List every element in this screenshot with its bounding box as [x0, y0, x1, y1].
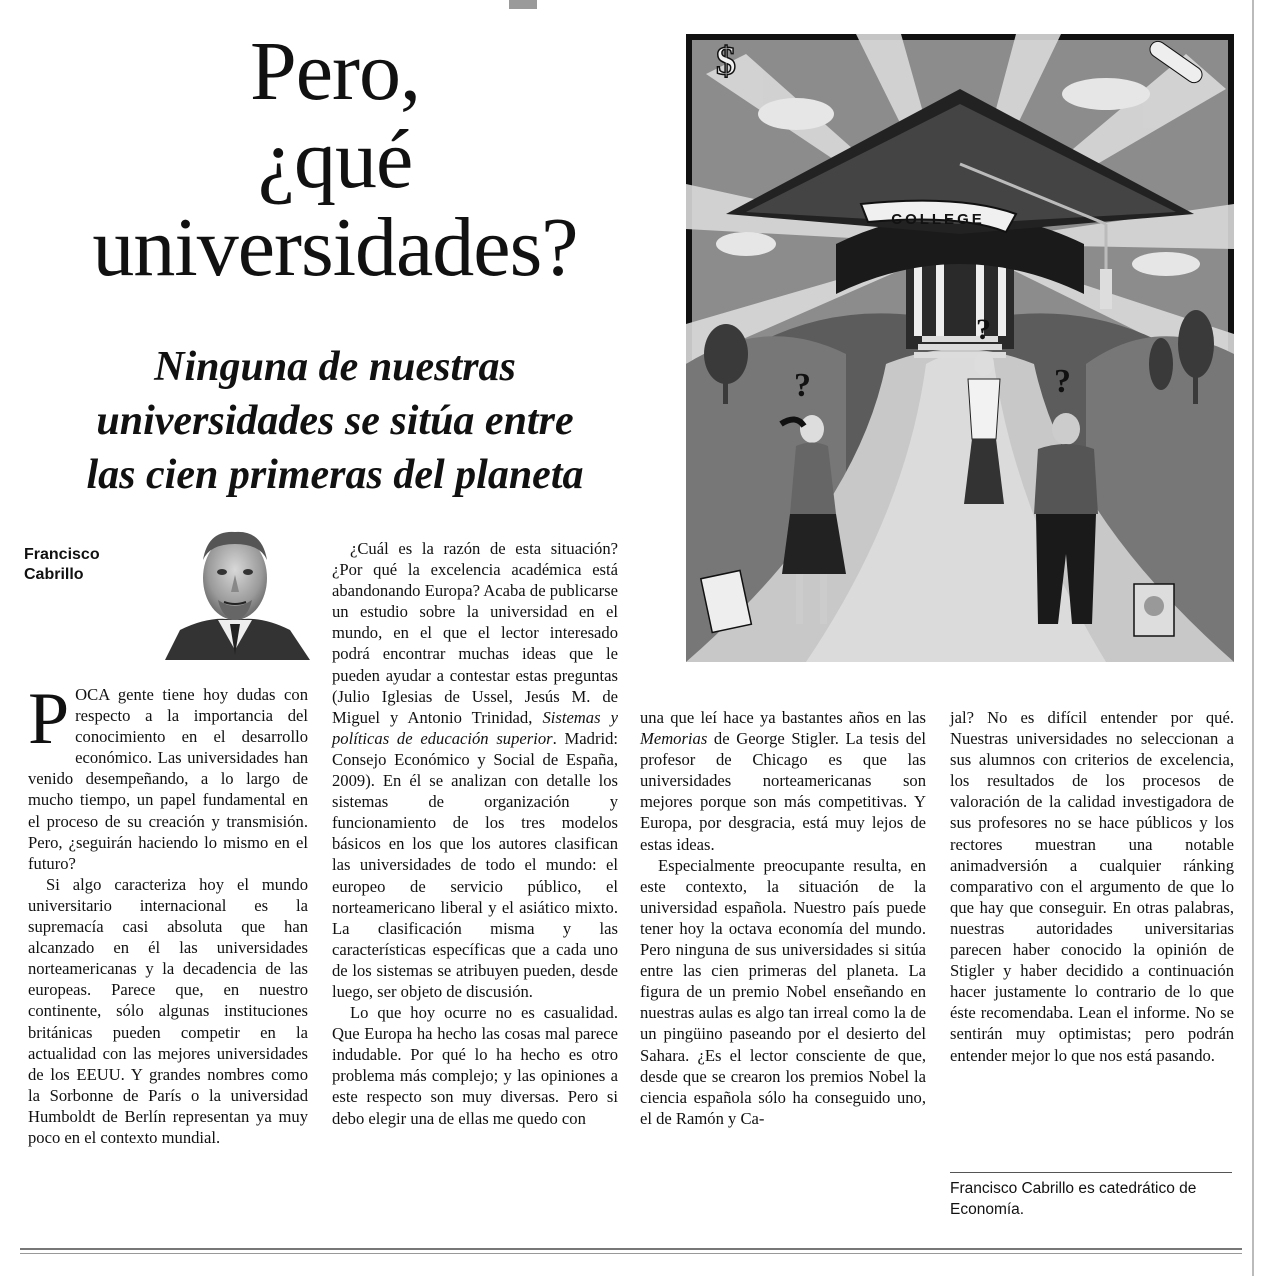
college-illustration — [686, 34, 1234, 662]
right-edge-rule — [1252, 0, 1254, 1276]
column-4 — [950, 707, 1234, 1066]
question-mark-right: ? — [1054, 363, 1071, 400]
author-last-name: Cabrillo — [24, 566, 84, 583]
author-note: Francisco Cabrillo es catedrático de Economía. — [950, 1180, 1197, 1218]
subtitle — [30, 340, 640, 502]
top-marker — [509, 0, 537, 9]
author-byline — [24, 545, 164, 585]
column-2 — [332, 538, 618, 1129]
svg-text:$: $ — [716, 38, 736, 83]
col2-paragraph-2: Lo que hoy ocurre no es casualidad. Que Europa ha hecho las cosas mal parece indudable. Por qué lo ha hecho es otro problema más complejo; y las opiniones a este respecto son muy diversas. Pero si debo elegir una de ellas me quedo con — [332, 1003, 618, 1128]
bottom-rule-thin — [20, 1253, 1242, 1254]
col1-paragraph-2: Si algo caracteriza hoy el mundo universitario internacional es la supremacía casi absoluta que han alcanzado en él las universidades norteamericanas y la decadencia de las europeas. Parece que, en nuestro continente, sólo algunas instituciones británicas pueden competir en la actualidad con las mejores universidades de los EEUU. Y grandes nombres como la Sorbonne de París o la universidad Humboldt de Berlín representan ya muy poco en el contexto mundial. — [28, 874, 308, 1147]
col1-paragraph-1: POCA gente tiene hoy dudas con respecto a la importancia del conocimiento en el desarrollo económico. Las universidades han venido desempeñando, a lo largo de mucho tiempo, un papel fundamental en el proceso de su creación y transmisión. Pero, ¿seguirán haciendo lo mismo en el futuro? — [28, 678, 308, 873]
book-title: Sistemas y políticas de educación superior — [332, 707, 618, 748]
question-mark-middle: ? — [976, 313, 991, 346]
headline-line-1: Pero, — [250, 25, 420, 118]
subtitle-line-2: universidades se sitúa entre — [96, 398, 574, 444]
bottom-rule — [20, 1248, 1242, 1250]
subtitle-line-1: Ninguna de nuestras — [154, 344, 516, 390]
col3-paragraph-1: una que leí hace ya bastantes años en las Memorias de George Stigler. La tesis del profesor de Chicago es que las universidades norteamericanas son mejores porque son más competitivas. Y Europa, por desgracia, está muy lejos de estas ideas. — [640, 708, 926, 854]
book-icon — [1134, 584, 1174, 636]
drop-cap: P — [28, 678, 70, 760]
column-3 — [640, 707, 926, 1129]
banner-text: COLLEGE — [891, 211, 985, 228]
subtitle-line-3: las cien primeras del planeta — [86, 452, 584, 498]
author-first-name: Francisco — [24, 546, 100, 563]
column-1 — [28, 678, 308, 1148]
memoirs-title: Memorias — [640, 729, 708, 749]
col4-paragraph-1: jal? No es difícil entender por qué. Nuestras universidades no seleccionan a sus alumnos con criterios de excelencia, los resultados de los procesos de valoración de la calidad investigadora de sus profesores no se hace públicos y los rectores muestran una notable animadversión a cualquier ránking comparativo con el argumento de que lo que hay que conseguir. En otras palabras, nuestras autoridades universitarias parecen haber conocido la opinión de Stigler y haber decidido a continuación hacer justamente lo contrario de lo que éste recomendaba. Lean el informe. No se sentirán muy optimistas; pero podrán entender mejor lo que nos está pasando. — [950, 708, 1234, 1065]
headline-line-3: universidades? — [92, 201, 578, 294]
question-mark-left: ? — [794, 367, 811, 404]
headline — [30, 25, 640, 294]
col2-paragraph-1: ¿Cuál es la razón de esta situación? ¿Por qué la excelencia académica está abandonando Europa? Acaba de publicarse un estudio sobre la universidad en el mundo, en el que el lector interesado podrá encontrar muchas ideas que le pueden ayudar a contestar estas preguntas (Julio Iglesias de Ussel, Jesús M. de Miguel y Antonio Trinidad, Sistemas y políticas de educación superior. Madrid: Consejo Económico y Social de España, 2009). En él se analizan con detalle los sistemas de organización y funcionamiento de los tres modelos básicos en los que los autores clasifican las universidades de todo el mundo: el europeo de servicio público, el norteamericano liberal y el asiático mixto. La clasificación misma y las características específicas que a cada uno de los sistemas se atribuyen pueden, desde luego, ser objeto de discusión. — [332, 539, 618, 1001]
dollar-sign-icon — [716, 38, 736, 83]
col3-paragraph-2: Especialmente preocupante resulta, en este contexto, la situación de la universidad española. Nuestro país puede tener hoy la octava economía del mundo. Pero ninguna de sus universidades si sitúa entre las cien primeras del planeta. La figura de un premio Nobel enseñando en nuestras aulas es algo tan irreal como la de un pingüino paseando por el desierto del Sahara. ¿Es el lector consciente de que, desde que se crearon los premios Nobel la ciencia española sólo ha conseguido uno, el de Ramón y Ca- — [640, 855, 926, 1128]
headline-line-2: ¿qué — [257, 113, 413, 206]
footer-divider — [950, 1172, 1232, 1173]
author-photo — [160, 520, 310, 660]
